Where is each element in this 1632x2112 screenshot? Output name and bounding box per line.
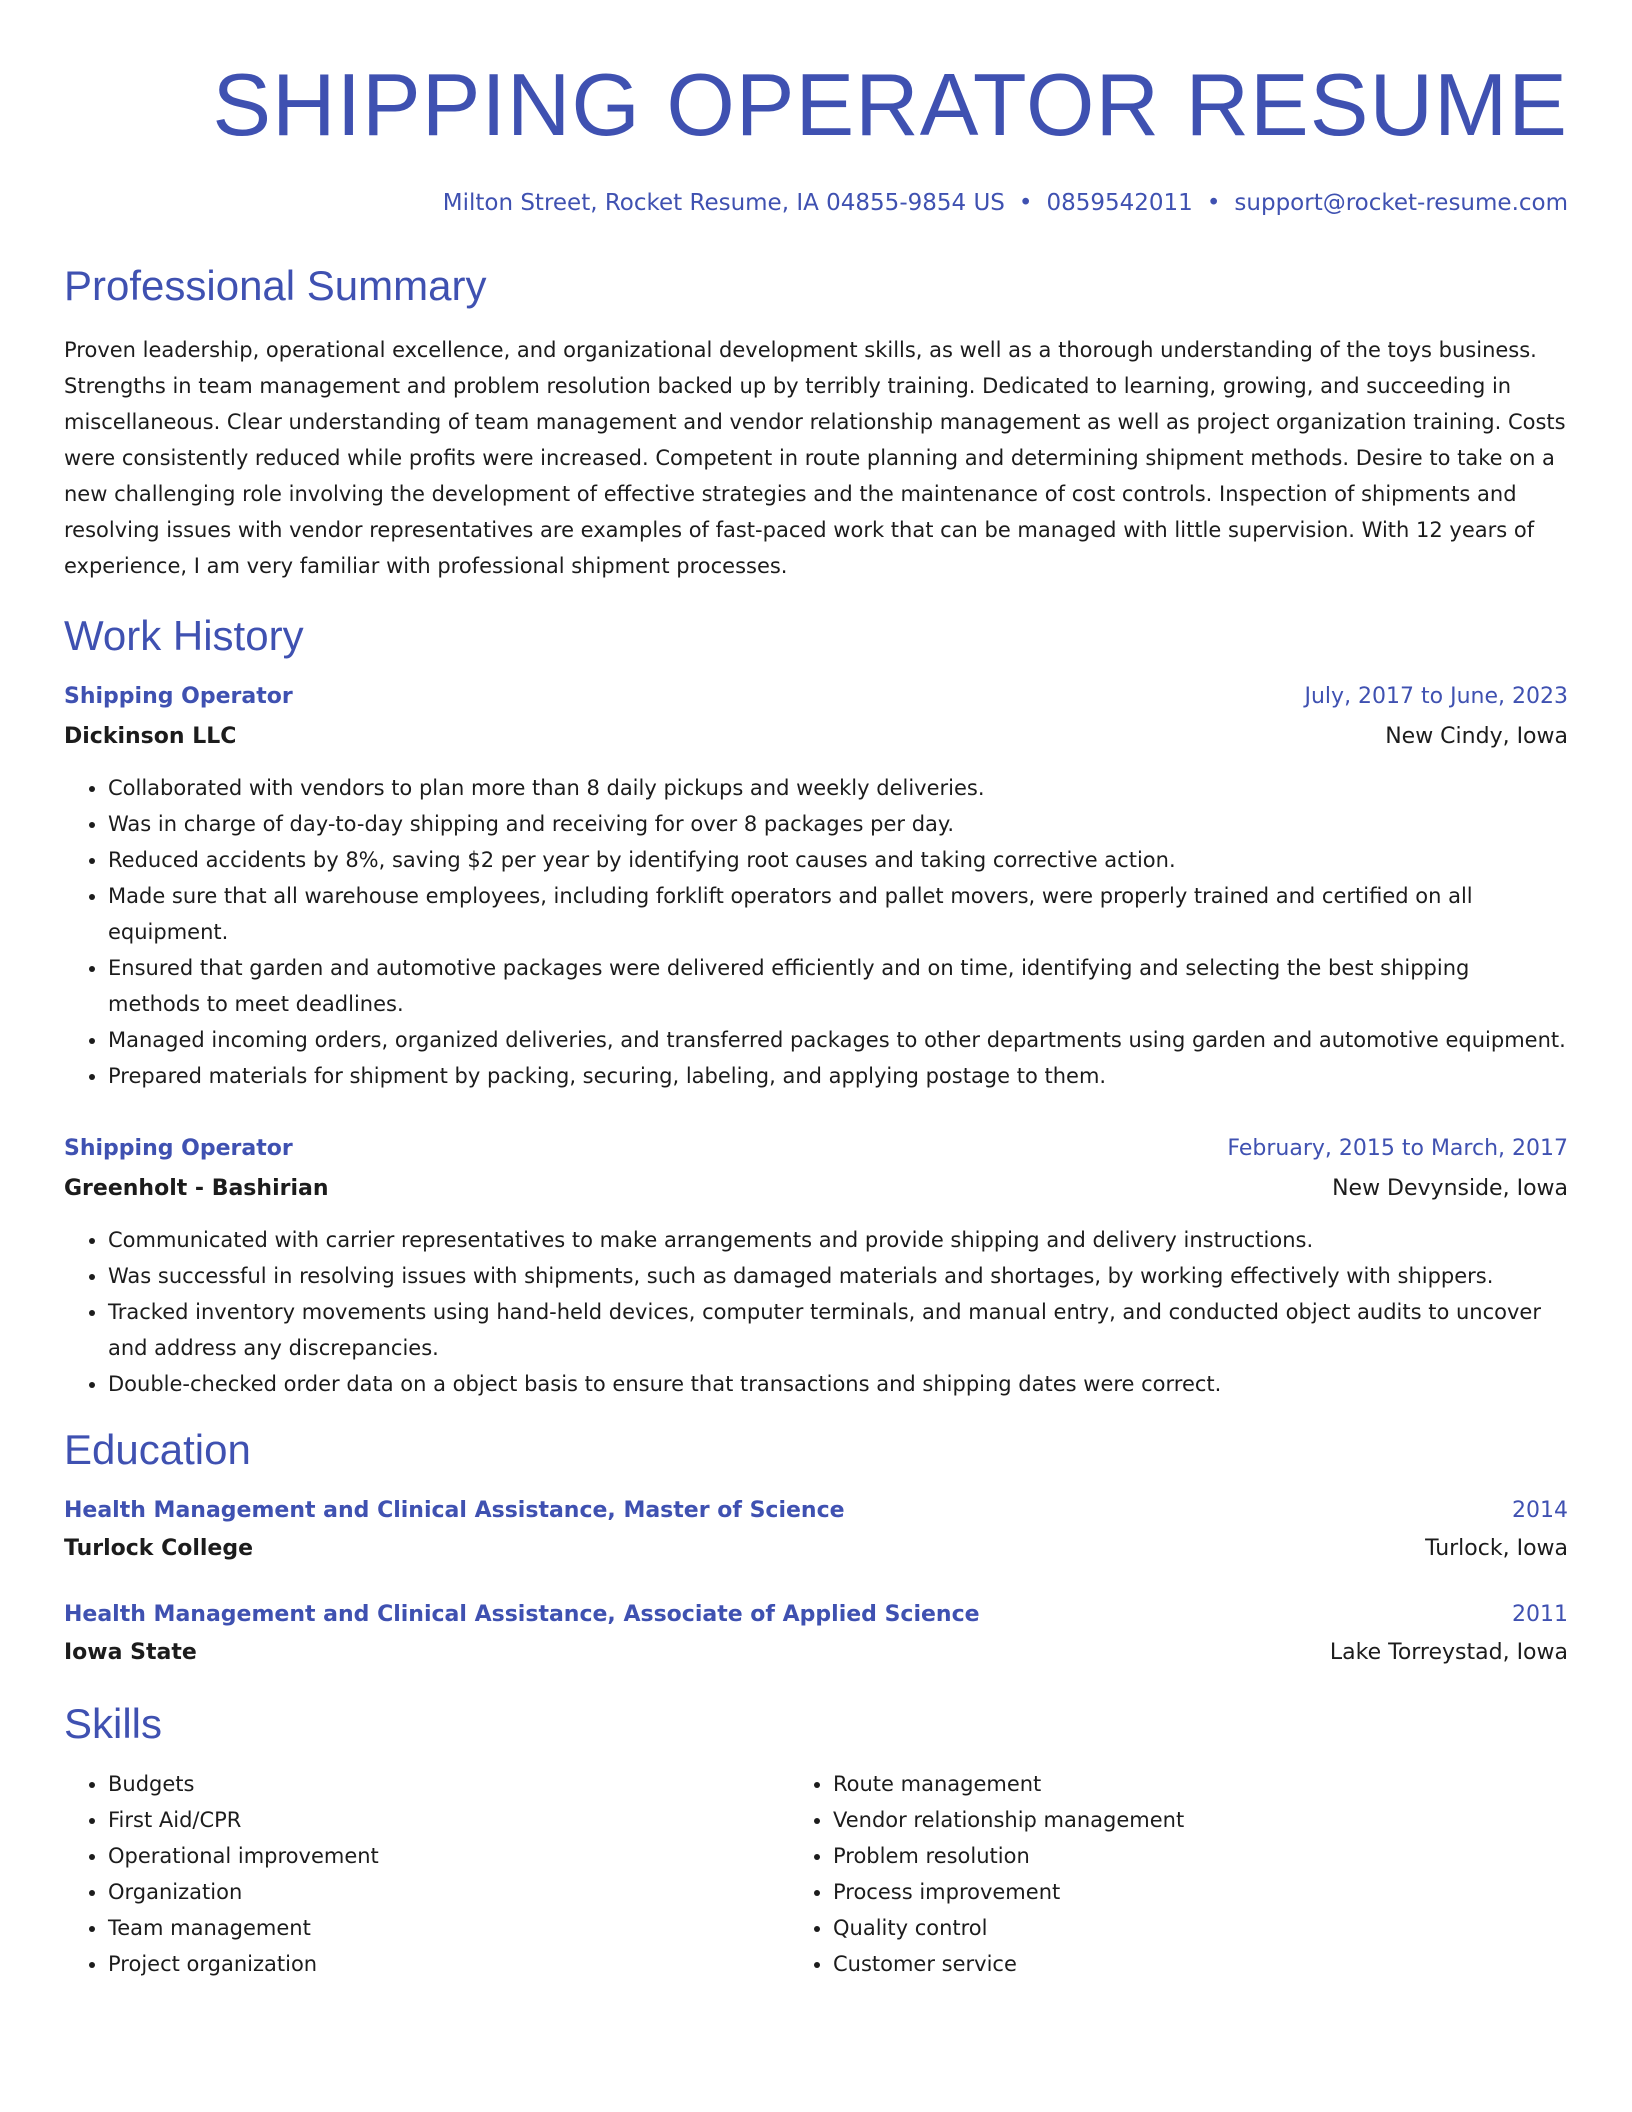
education-location: Lake Torreystad, Iowa [1329, 1640, 1568, 1665]
section-title-work-history: Work History [64, 612, 304, 659]
section-title-summary: Professional Summary [64, 262, 487, 309]
education-year: 2011 [1512, 1602, 1568, 1627]
skill-item: • Team management [108, 1910, 785, 1946]
education-degree: Health Management and Clinical Assistance, Associate of Applied Science [64, 1602, 980, 1627]
education-degree: Health Management and Clinical Assistance, Master of Science [64, 1498, 845, 1523]
job-bullets [64, 770, 1568, 1094]
education-entry [64, 1496, 1568, 1564]
skill-item: • Problem resolution [833, 1838, 1568, 1874]
skill-item: • First Aid/CPR [108, 1802, 785, 1838]
job-bullet: • Double-checked order data on a object basis to ensure that transactions and shipping dates were correct. [108, 1366, 1568, 1402]
job-bullet: • Collaborated with vendors to plan more than 8 daily pickups and weekly deliveries. [108, 770, 1568, 806]
section-title-education: Education [64, 1426, 251, 1473]
job-dates: July, 2017 to June, 2023 [1304, 684, 1568, 709]
job-title: Shipping Operator [64, 1136, 293, 1161]
education-location: Turlock, Iowa [1425, 1536, 1568, 1561]
contact-phone: 0859542011 [1046, 190, 1193, 216]
contact-address: Milton Street, Rocket Resume, IA 04855-9854 US [442, 190, 1005, 216]
job-bullet: • Tracked inventory movements using hand-held devices, computer terminals, and manual entry, and conducted object audits to uncover and address any discrepancies. [108, 1294, 1568, 1366]
skills-list [64, 1766, 1568, 1982]
job-location: New Cindy, Iowa [1385, 724, 1568, 749]
skill-item: • Customer service [833, 1946, 1568, 1982]
job-bullets [64, 1222, 1568, 1402]
education-school: Iowa State [64, 1640, 197, 1665]
education-entry [64, 1600, 1568, 1668]
skill-item: • Budgets [108, 1766, 785, 1802]
job-dates: February, 2015 to March, 2017 [1227, 1136, 1568, 1161]
resume-title: SHIPPING OPERATOR RESUME [212, 55, 1568, 154]
skill-item: • Operational improvement [108, 1838, 785, 1874]
job-bullet: • Was successful in resolving issues with shipments, such as damaged materials and shortages, by working effectively with shippers. [108, 1258, 1568, 1294]
job-title: Shipping Operator [64, 684, 293, 709]
skills-column-left [64, 1766, 785, 1982]
job-entry [64, 1134, 1568, 1402]
skill-item: • Project organization [108, 1946, 785, 1982]
job-entry [64, 682, 1568, 1094]
job-location: New Devynside, Iowa [1332, 1176, 1568, 1201]
contact-email: support@rocket-resume.com [1234, 190, 1568, 216]
skill-item: • Vendor relationship management [833, 1802, 1568, 1838]
education-school: Turlock College [64, 1536, 254, 1561]
summary-text: Proven leadership, operational excellence, and organizational development skills, as well as a thorough understanding of the toys business. Strengths in team management and problem resolution backed up by terribly training. Dedicated to learning, growing, and succeeding in miscellaneous. Clear understanding of team management and vendor relationship management as well as project organization training. Costs were consistently reduced while profits were increased. Competent in route planning and determining shipment methods. Desire to take on a new challenging role involving the development of effective strategies and the maintenance of cost controls. Inspection of shipments and resolving issues with vendor representatives are examples of fast-paced work that can be managed with little supervision. With 12 years of experience, I am very familiar with professional shipment processes. [64, 338, 1566, 578]
job-bullet: • Prepared materials for shipment by packing, securing, labeling, and applying postage to them. [108, 1058, 1568, 1094]
job-bullet: • Managed incoming orders, organized deliveries, and transferred packages to other departments using garden and automotive equipment. [108, 1022, 1568, 1058]
skills-column-right [789, 1766, 1568, 1982]
skill-item: • Route management [833, 1766, 1568, 1802]
skill-item: • Organization [108, 1874, 785, 1910]
resume-page [64, 0, 1568, 1982]
skill-item: • Quality control [833, 1910, 1568, 1946]
job-bullet: • Made sure that all warehouse employees, including forklift operators and pallet movers, were properly trained and certified on all equipment. [108, 878, 1568, 950]
job-bullet: • Communicated with carrier representatives to make arrangements and provide shipping and delivery instructions. [108, 1222, 1568, 1258]
section-title-skills: Skills [64, 1700, 163, 1747]
job-company: Dickinson LLC [64, 724, 237, 749]
job-bullet: • Ensured that garden and automotive packages were delivered efficiently and on time, identifying and selecting the best shipping methods to meet deadlines. [108, 950, 1568, 1022]
contact-line [64, 188, 1568, 218]
education-year: 2014 [1512, 1498, 1568, 1523]
job-bullet: • Reduced accidents by 8%, saving $2 per year by identifying root causes and taking corrective action. [108, 842, 1568, 878]
job-bullet: • Was in charge of day-to-day shipping and receiving for over 8 packages per day. [108, 806, 1568, 842]
skill-item: • Process improvement [833, 1874, 1568, 1910]
contact-separator: • [1018, 190, 1033, 216]
contact-separator: • [1206, 190, 1221, 216]
job-company: Greenholt - Bashirian [64, 1176, 329, 1201]
